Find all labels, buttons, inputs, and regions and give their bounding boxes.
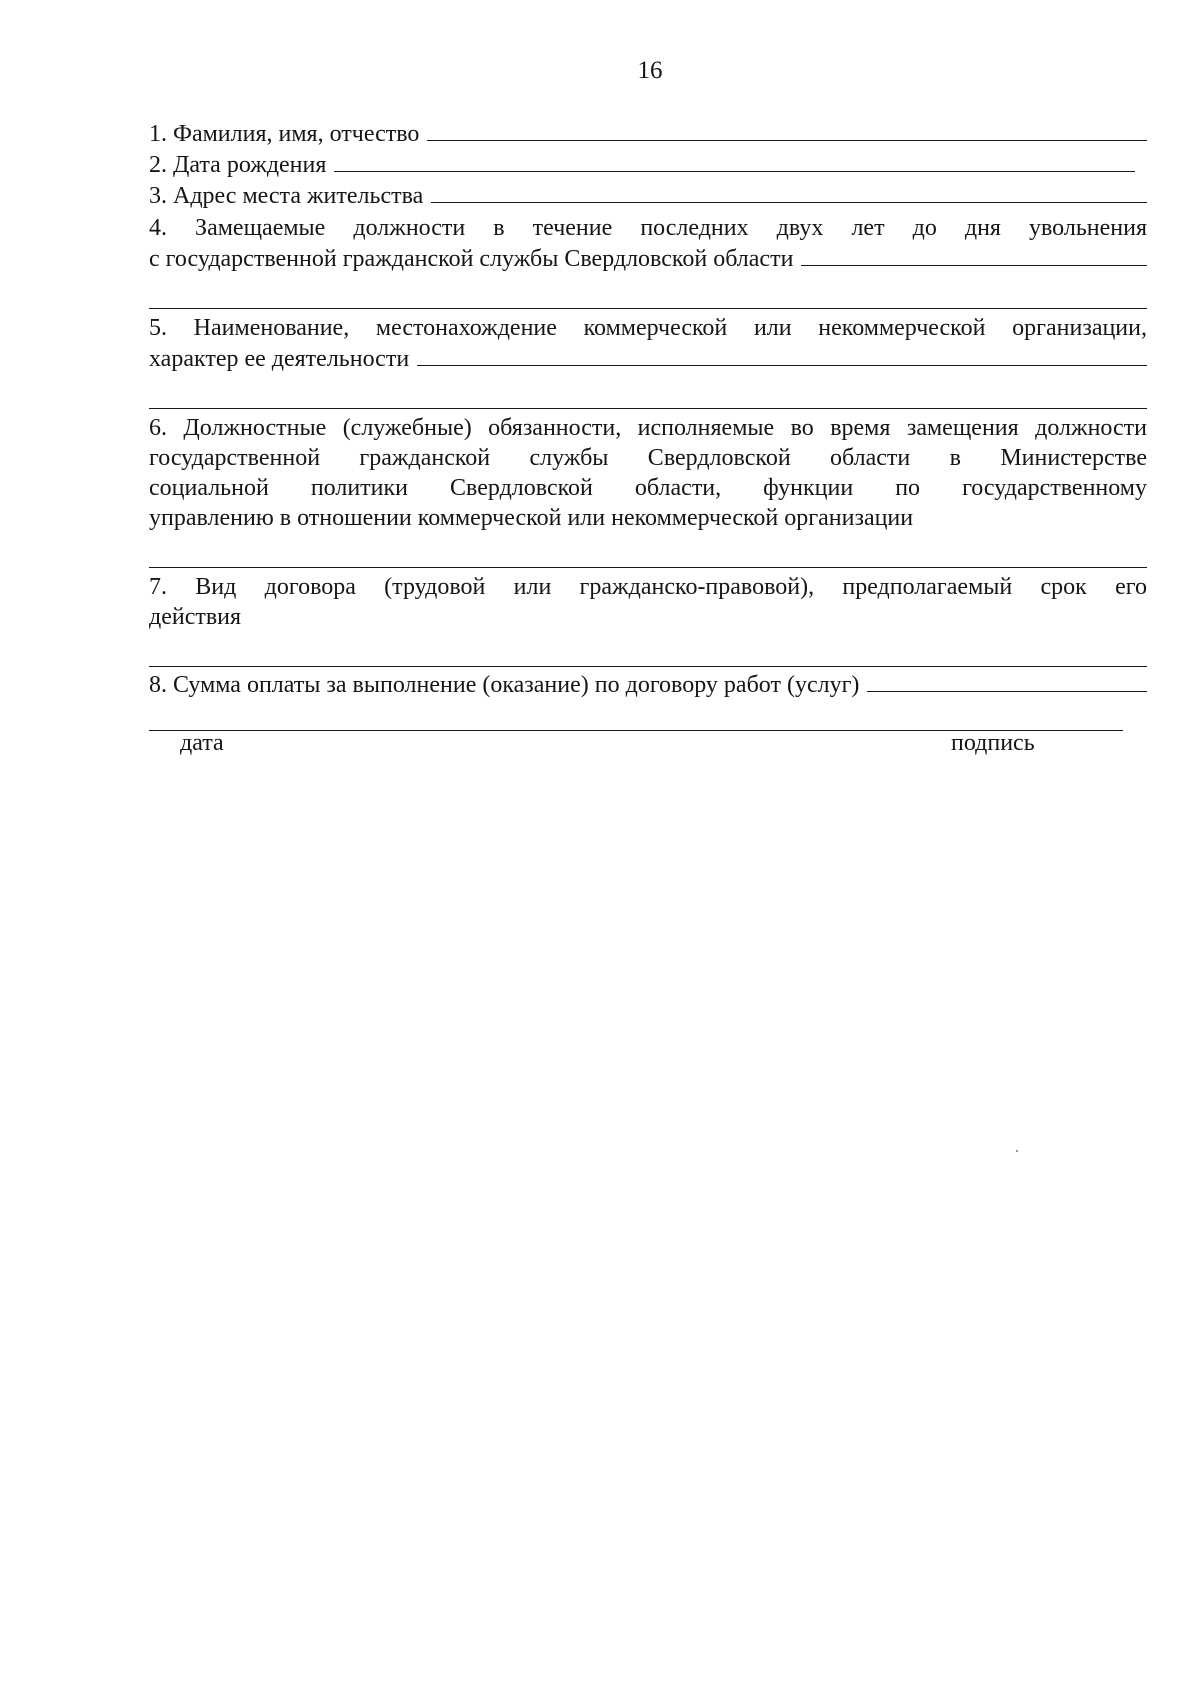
full-name-line [427,118,1147,141]
field-contract-line2: действия [149,604,242,630]
field-label: 2. Дата рождения [149,152,327,178]
address-line [431,180,1147,203]
field-label: с государственной гражданской службы Свердловской области [149,246,794,272]
field-positions [149,243,1147,274]
duties-line [149,533,1147,568]
field-duties-line3: социальной политики Свердловской области, функции по государственному [149,475,1147,501]
signature-label: подпись [951,730,1035,756]
birth-date-line [334,149,1135,172]
organization-extra-line [149,374,1147,409]
field-label: 3. Адрес места жительства [149,183,424,209]
field-contract-line1: 7. Вид договора (трудовой или гражданско-правовой), предполагаемый срок его [149,574,1147,600]
field-duties-line1: 6. Должностные (служебные) обязанности, исполняемые во время замещения должности [149,415,1147,441]
page-number: 16 [637,57,663,84]
field-organization [149,343,1147,374]
field-full-name [149,118,1147,149]
field-label: характер ее деятельности [149,346,410,372]
payment-extra-line [149,700,1123,731]
positions-extra-line [149,274,1147,309]
payment-line [867,669,1147,692]
notification-form [149,118,1147,731]
contract-line [149,632,1147,667]
field-payment [149,669,1147,700]
field-birth-date [149,149,1147,180]
organization-line [417,343,1147,366]
date-label: дата [180,730,224,756]
field-organization-line1: 5. Наименование, местонахождение коммерческой или некоммерческой организации, [149,315,1147,341]
field-duties-line2: государственной гражданской службы Свердловской области в Министерстве [149,445,1147,471]
positions-line [801,243,1147,266]
field-duties-line4: управлению в отношении коммерческой или некоммерческой организации [149,505,914,531]
scan-speck [1016,1150,1018,1152]
field-positions-line1: 4. Замещаемые должности в течение последних двух лет до дня увольнения [149,215,1147,241]
field-label: 8. Сумма оплаты за выполнение (оказание) по договору работ (услуг) [149,672,860,698]
field-address [149,180,1147,211]
field-label: 1. Фамилия, имя, отчество [149,121,420,147]
